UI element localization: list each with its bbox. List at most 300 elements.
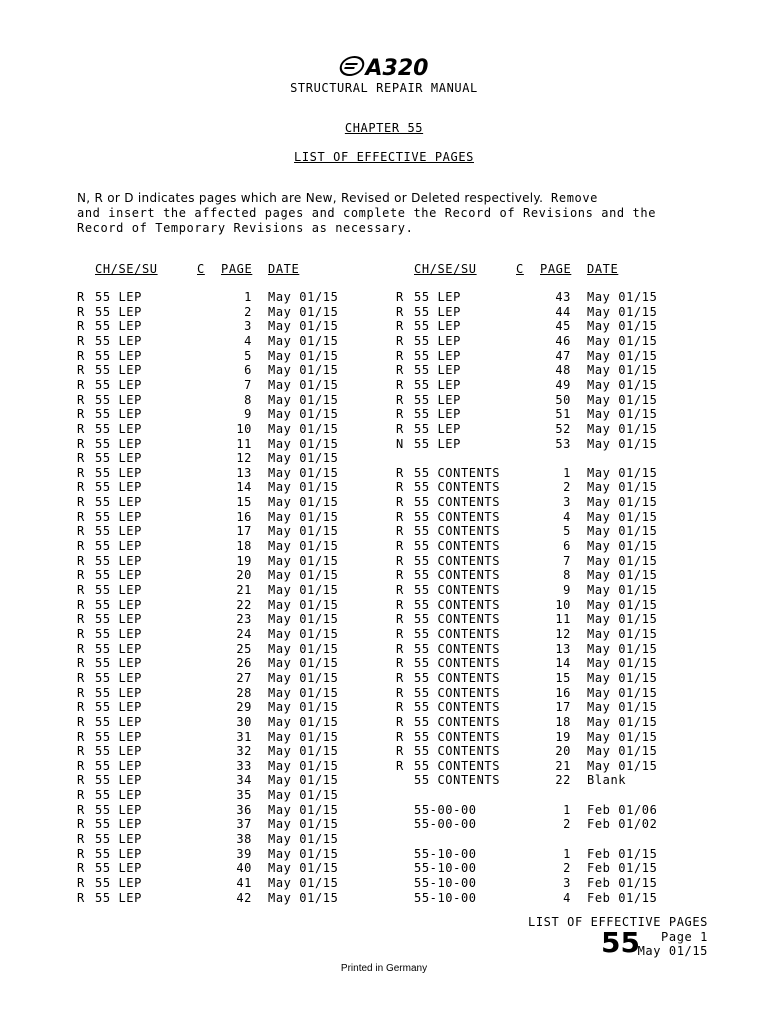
lep-row xyxy=(396,583,667,597)
page-number: 1 xyxy=(563,465,571,480)
page-number: 25 xyxy=(236,641,252,656)
effective-date: May 01/15 xyxy=(587,436,658,451)
chapter-ref: 55 CONTENTS xyxy=(414,773,501,788)
page-number: 23 xyxy=(236,612,252,627)
manual-title: STRUCTURAL REPAIR MANUAL xyxy=(290,81,478,95)
page-number: 49 xyxy=(555,377,571,392)
list-title: LIST OF EFFECTIVE PAGES xyxy=(294,150,474,164)
effective-date: May 01/15 xyxy=(268,509,339,524)
lep-row xyxy=(396,568,667,582)
lep-row xyxy=(396,803,667,817)
lep-row xyxy=(396,407,667,421)
chapter-ref: 55 CONTENTS xyxy=(414,509,501,524)
page-number: 33 xyxy=(236,758,252,773)
effective-date: May 01/15 xyxy=(268,729,339,744)
revision-code: R xyxy=(77,290,85,304)
page-number: 47 xyxy=(555,348,571,363)
effective-date: May 01/15 xyxy=(587,304,658,319)
page-number: 32 xyxy=(236,744,252,759)
col-header-page-right: PAGE xyxy=(540,262,572,276)
revision-code: R xyxy=(77,319,85,334)
chapter-ref: 55 LEP xyxy=(95,348,142,363)
footer-chapter-number: 55 xyxy=(601,926,640,959)
effective-date: May 01/15 xyxy=(268,553,339,568)
page-number: 46 xyxy=(555,333,571,348)
chapter-ref: 55 LEP xyxy=(414,363,461,378)
page-number: 17 xyxy=(236,524,252,539)
page-number: 31 xyxy=(236,729,252,744)
chapter-ref: 55 LEP xyxy=(95,583,142,597)
lep-row xyxy=(396,290,667,304)
page-number: 21 xyxy=(555,758,571,773)
lep-row xyxy=(77,539,348,553)
revision-code: R xyxy=(77,758,85,773)
lep-row xyxy=(396,466,667,480)
lep-row xyxy=(77,437,348,451)
lep-row xyxy=(396,598,667,612)
revision-code: R xyxy=(77,333,85,348)
lep-row xyxy=(396,539,667,553)
revision-code: R xyxy=(396,407,404,422)
lep-row xyxy=(396,393,667,407)
intro-line-3: Record of Temporary Revisions as necessary. xyxy=(77,221,414,235)
page-number: 12 xyxy=(236,451,252,466)
revision-code: R xyxy=(77,729,85,744)
revision-code: R xyxy=(396,670,404,685)
chapter-ref: 55 CONTENTS xyxy=(414,480,501,495)
effective-date: May 01/15 xyxy=(268,407,339,422)
chapter-ref: 55 LEP xyxy=(414,407,461,422)
page-number: 38 xyxy=(236,832,252,847)
chapter-ref: 55-10-00 xyxy=(414,890,477,905)
footer-list-title: LIST OF EFFECTIVE PAGES xyxy=(528,915,708,929)
page-number: 37 xyxy=(236,817,252,832)
chapter-ref: 55 LEP xyxy=(95,333,142,348)
chapter-ref: 55 LEP xyxy=(95,758,142,773)
page-number: 43 xyxy=(555,290,571,304)
lep-row xyxy=(396,378,667,392)
page-number: 13 xyxy=(555,641,571,656)
chapter-ref: 55 LEP xyxy=(95,626,142,641)
effective-date: May 01/15 xyxy=(587,421,658,436)
page-number: 4 xyxy=(563,509,571,524)
page-number: 16 xyxy=(236,509,252,524)
chapter-ref: 55 LEP xyxy=(414,304,461,319)
chapter-ref: 55 LEP xyxy=(95,509,142,524)
effective-date: May 01/15 xyxy=(587,524,658,539)
effective-date: May 01/15 xyxy=(587,685,658,700)
page-number: 15 xyxy=(236,495,252,510)
effective-date: May 01/15 xyxy=(587,758,658,773)
chapter-ref: 55 LEP xyxy=(95,876,142,890)
revision-code: R xyxy=(396,465,404,480)
chapter-ref: 55 LEP xyxy=(95,553,142,568)
chapter-ref: 55 LEP xyxy=(95,451,142,466)
revision-code: R xyxy=(77,568,85,583)
page-number: 19 xyxy=(555,729,571,744)
page-number: 4 xyxy=(244,333,252,348)
revision-code: R xyxy=(77,670,85,685)
effective-date: May 01/15 xyxy=(268,876,339,890)
page-number: 15 xyxy=(555,670,571,685)
effective-date: May 01/15 xyxy=(587,597,658,612)
chapter-ref: 55-10-00 xyxy=(414,876,477,890)
lep-row xyxy=(77,656,348,670)
revision-code: R xyxy=(77,392,85,407)
revision-code: R xyxy=(396,539,404,554)
revision-code: R xyxy=(396,348,404,363)
page-number: 53 xyxy=(555,436,571,451)
chapter-ref: 55 LEP xyxy=(414,290,461,304)
chapter-ref: 55-10-00 xyxy=(414,861,477,876)
chapter-ref: 55 LEP xyxy=(95,641,142,656)
lep-row xyxy=(77,612,348,626)
chapter-ref: 55 LEP xyxy=(95,524,142,539)
revision-code: R xyxy=(396,304,404,319)
page-number: 5 xyxy=(244,348,252,363)
lep-row xyxy=(77,554,348,568)
page-number: 26 xyxy=(236,656,252,671)
chapter-ref: 55 LEP xyxy=(95,407,142,422)
lep-row xyxy=(77,568,348,582)
lep-row xyxy=(396,554,667,568)
revision-code: R xyxy=(396,553,404,568)
lep-row xyxy=(396,422,667,436)
chapter-ref: 55 LEP xyxy=(95,802,142,817)
intro-line-1a: N, R or D indicates pages which are New, Revised or Deleted respectively. xyxy=(77,191,544,205)
lep-row xyxy=(396,744,667,758)
page-number: 22 xyxy=(555,773,571,788)
effective-date: Feb 01/15 xyxy=(587,861,658,876)
page-number: 2 xyxy=(563,817,571,832)
effective-date: May 01/15 xyxy=(587,700,658,715)
revision-code: R xyxy=(396,685,404,700)
printed-in: Printed in Germany xyxy=(340,963,428,974)
page-number: 21 xyxy=(236,583,252,597)
revision-code: R xyxy=(396,333,404,348)
effective-date: May 01/15 xyxy=(268,817,339,832)
revision-code: R xyxy=(396,377,404,392)
chapter-ref: 55 CONTENTS xyxy=(414,597,501,612)
revision-code: R xyxy=(77,861,85,876)
lep-row xyxy=(77,686,348,700)
revision-code: R xyxy=(77,744,85,759)
lep-row xyxy=(77,715,348,729)
effective-date: May 01/15 xyxy=(268,802,339,817)
chapter-ref: 55 CONTENTS xyxy=(414,641,501,656)
page-number: 36 xyxy=(236,802,252,817)
chapter-ref: 55 CONTENTS xyxy=(414,758,501,773)
effective-date: May 01/15 xyxy=(587,553,658,568)
lep-row xyxy=(77,451,348,465)
lep-row xyxy=(77,832,348,846)
lep-row xyxy=(396,612,667,626)
effective-date: May 01/15 xyxy=(268,890,339,905)
col-header-c-right: C xyxy=(516,262,524,276)
lep-row xyxy=(396,305,667,319)
page-number: 1 xyxy=(563,802,571,817)
chapter-ref: 55 LEP xyxy=(95,495,142,510)
lep-row xyxy=(396,642,667,656)
page-number: 42 xyxy=(236,890,252,905)
col-header-page-left: PAGE xyxy=(221,262,253,276)
chapter-ref: 55 LEP xyxy=(95,861,142,876)
page-number: 12 xyxy=(555,626,571,641)
lep-row xyxy=(396,510,667,524)
lep-row xyxy=(396,437,667,451)
revision-code: R xyxy=(396,714,404,729)
page-number: 11 xyxy=(555,612,571,627)
effective-date: May 01/15 xyxy=(268,861,339,876)
page-number: 1 xyxy=(563,846,571,861)
chapter-ref: 55 LEP xyxy=(95,744,142,759)
revision-code: N xyxy=(396,436,404,451)
effective-date: May 01/15 xyxy=(587,670,658,685)
effective-date: May 01/15 xyxy=(587,641,658,656)
revision-code: R xyxy=(396,480,404,495)
revision-code: R xyxy=(77,524,85,539)
lep-row xyxy=(77,773,348,787)
lep-row xyxy=(77,803,348,817)
page-number: 18 xyxy=(236,539,252,554)
page-number: 14 xyxy=(236,480,252,495)
chapter-ref: 55 LEP xyxy=(95,597,142,612)
effective-date: May 01/15 xyxy=(268,465,339,480)
lep-row xyxy=(396,686,667,700)
lep-row xyxy=(77,817,348,831)
chapter-ref: 55 CONTENTS xyxy=(414,568,501,583)
chapter-ref: 55 LEP xyxy=(414,421,461,436)
lep-row xyxy=(396,773,667,787)
page-number: 30 xyxy=(236,714,252,729)
lep-row xyxy=(396,876,667,890)
revision-code: R xyxy=(396,524,404,539)
lep-row xyxy=(396,524,667,538)
page-number: 3 xyxy=(563,495,571,510)
page-number: 28 xyxy=(236,685,252,700)
lep-row xyxy=(396,817,667,831)
chapter-ref: 55 CONTENTS xyxy=(414,670,501,685)
chapter-ref: 55 LEP xyxy=(95,729,142,744)
lep-row xyxy=(396,671,667,685)
page-number: 50 xyxy=(555,392,571,407)
effective-date: Feb 01/06 xyxy=(587,802,658,817)
page-number: 10 xyxy=(555,597,571,612)
lep-row xyxy=(396,700,667,714)
revision-code: R xyxy=(396,626,404,641)
chapter-ref: 55 LEP xyxy=(95,363,142,378)
chapter-ref: 55 LEP xyxy=(95,846,142,861)
revision-code: R xyxy=(77,876,85,890)
lep-row xyxy=(77,305,348,319)
effective-date: May 01/15 xyxy=(268,846,339,861)
chapter-ref: 55 LEP xyxy=(414,348,461,363)
effective-date: May 01/15 xyxy=(268,670,339,685)
chapter-ref: 55 LEP xyxy=(95,319,142,334)
page-number: 11 xyxy=(236,436,252,451)
effective-date: May 01/15 xyxy=(268,744,339,759)
lep-row xyxy=(77,480,348,494)
effective-date: May 01/15 xyxy=(268,612,339,627)
effective-date: May 01/15 xyxy=(268,700,339,715)
revision-code: R xyxy=(77,436,85,451)
lep-row xyxy=(396,334,667,348)
effective-date: May 01/15 xyxy=(268,363,339,378)
effective-date: May 01/15 xyxy=(587,656,658,671)
effective-date: May 01/15 xyxy=(268,524,339,539)
chapter-ref: 55 CONTENTS xyxy=(414,539,501,554)
effective-date: May 01/15 xyxy=(268,656,339,671)
effective-date: May 01/15 xyxy=(587,363,658,378)
lep-row xyxy=(396,627,667,641)
page-number: 2 xyxy=(244,304,252,319)
page-number: 16 xyxy=(555,685,571,700)
page-number: 39 xyxy=(236,846,252,861)
page-number: 17 xyxy=(555,700,571,715)
lep-row xyxy=(396,715,667,729)
effective-date: May 01/15 xyxy=(587,290,658,304)
effective-date: May 01/15 xyxy=(268,451,339,466)
page-number: 14 xyxy=(555,656,571,671)
effective-date: May 01/15 xyxy=(587,714,658,729)
chapter-ref: 55 LEP xyxy=(95,773,142,788)
lep-row xyxy=(396,495,667,509)
revision-code: R xyxy=(396,641,404,656)
revision-code: R xyxy=(77,421,85,436)
revision-code: R xyxy=(77,890,85,905)
effective-date: May 01/15 xyxy=(268,304,339,319)
page-number: 20 xyxy=(555,744,571,759)
revision-code: R xyxy=(77,509,85,524)
chapter-ref: 55 LEP xyxy=(95,832,142,847)
effective-date: May 01/15 xyxy=(268,421,339,436)
chapter-ref: 55 LEP xyxy=(95,670,142,685)
revision-code: R xyxy=(396,744,404,759)
effective-date: May 01/15 xyxy=(268,583,339,597)
chapter-ref: 55-10-00 xyxy=(414,846,477,861)
revision-code: R xyxy=(396,290,404,304)
lep-row xyxy=(396,656,667,670)
effective-date: May 01/15 xyxy=(268,626,339,641)
lep-row xyxy=(77,334,348,348)
revision-code: R xyxy=(396,656,404,671)
chapter-ref: 55 LEP xyxy=(95,817,142,832)
page-number: 52 xyxy=(555,421,571,436)
lep-row xyxy=(396,480,667,494)
chapter-ref: 55 CONTENTS xyxy=(414,626,501,641)
effective-date: May 01/15 xyxy=(268,392,339,407)
lep-row xyxy=(77,642,348,656)
revision-code: R xyxy=(77,817,85,832)
lep-row xyxy=(77,510,348,524)
revision-code: R xyxy=(77,583,85,597)
chapter-ref: 55 CONTENTS xyxy=(414,495,501,510)
revision-code: R xyxy=(77,802,85,817)
chapter-ref: 55 LEP xyxy=(95,656,142,671)
effective-date: May 01/15 xyxy=(268,377,339,392)
revision-code: R xyxy=(396,568,404,583)
chapter-ref: 55 LEP xyxy=(95,436,142,451)
lep-row xyxy=(396,363,667,377)
effective-date: May 01/15 xyxy=(587,319,658,334)
effective-date: May 01/15 xyxy=(268,495,339,510)
lep-row xyxy=(77,788,348,802)
col-header-ch-se-su-right: CH/SE/SU xyxy=(414,262,477,276)
page-number: 51 xyxy=(555,407,571,422)
revision-code: R xyxy=(396,612,404,627)
chapter-ref: 55 LEP xyxy=(95,714,142,729)
revision-code: R xyxy=(77,773,85,788)
chapter-ref: 55 CONTENTS xyxy=(414,524,501,539)
lep-row xyxy=(396,349,667,363)
lep-row xyxy=(77,495,348,509)
chapter-ref: 55 LEP xyxy=(414,392,461,407)
effective-date: May 01/15 xyxy=(268,348,339,363)
page-number: 1 xyxy=(244,290,252,304)
list-title-wrap xyxy=(0,150,768,164)
lep-row xyxy=(77,363,348,377)
page-number: 8 xyxy=(563,568,571,583)
effective-date: Feb 01/15 xyxy=(587,846,658,861)
effective-date: May 01/15 xyxy=(268,773,339,788)
revision-code: R xyxy=(77,348,85,363)
lep-row xyxy=(396,759,667,773)
lep-row xyxy=(77,393,348,407)
effective-date: May 01/15 xyxy=(268,319,339,334)
revision-code: R xyxy=(396,583,404,597)
effective-date: May 01/15 xyxy=(268,685,339,700)
effective-date: May 01/15 xyxy=(268,832,339,847)
lep-row xyxy=(77,583,348,597)
page-number: 10 xyxy=(236,421,252,436)
effective-date: May 01/15 xyxy=(587,583,658,597)
page-number: 48 xyxy=(555,363,571,378)
revision-code: R xyxy=(77,304,85,319)
intro-paragraph xyxy=(77,191,677,236)
effective-date: May 01/15 xyxy=(268,714,339,729)
revision-code: R xyxy=(77,788,85,803)
effective-date: May 01/15 xyxy=(268,436,339,451)
chapter-title: CHAPTER 55 xyxy=(344,121,424,135)
chapter-ref: 55 LEP xyxy=(414,377,461,392)
lep-row xyxy=(77,407,348,421)
revision-code: R xyxy=(77,377,85,392)
page-number: 7 xyxy=(244,377,252,392)
chapter-ref: 55 LEP xyxy=(95,392,142,407)
revision-code: R xyxy=(396,509,404,524)
col-header-ch-se-su-left: CH/SE/SU xyxy=(95,262,158,276)
revision-code: R xyxy=(396,421,404,436)
page-number: 3 xyxy=(244,319,252,334)
lep-row xyxy=(77,319,348,333)
col-header-c-left: C xyxy=(197,262,205,276)
effective-date: Feb 01/15 xyxy=(587,890,658,905)
page-number: 20 xyxy=(236,568,252,583)
effective-date: May 01/15 xyxy=(268,480,339,495)
chapter-ref: 55 CONTENTS xyxy=(414,729,501,744)
a320-logo xyxy=(0,56,768,81)
chapter-ref: 55 LEP xyxy=(95,421,142,436)
chapter-ref: 55 LEP xyxy=(95,890,142,905)
revision-code: R xyxy=(77,407,85,422)
lep-row xyxy=(396,319,667,333)
page-number: 41 xyxy=(236,876,252,890)
effective-date: May 01/15 xyxy=(587,495,658,510)
chapter-ref: 55 LEP xyxy=(95,788,142,803)
chapter-ref: 55 LEP xyxy=(95,568,142,583)
effective-date: May 01/15 xyxy=(268,758,339,773)
effective-date: May 01/15 xyxy=(587,568,658,583)
